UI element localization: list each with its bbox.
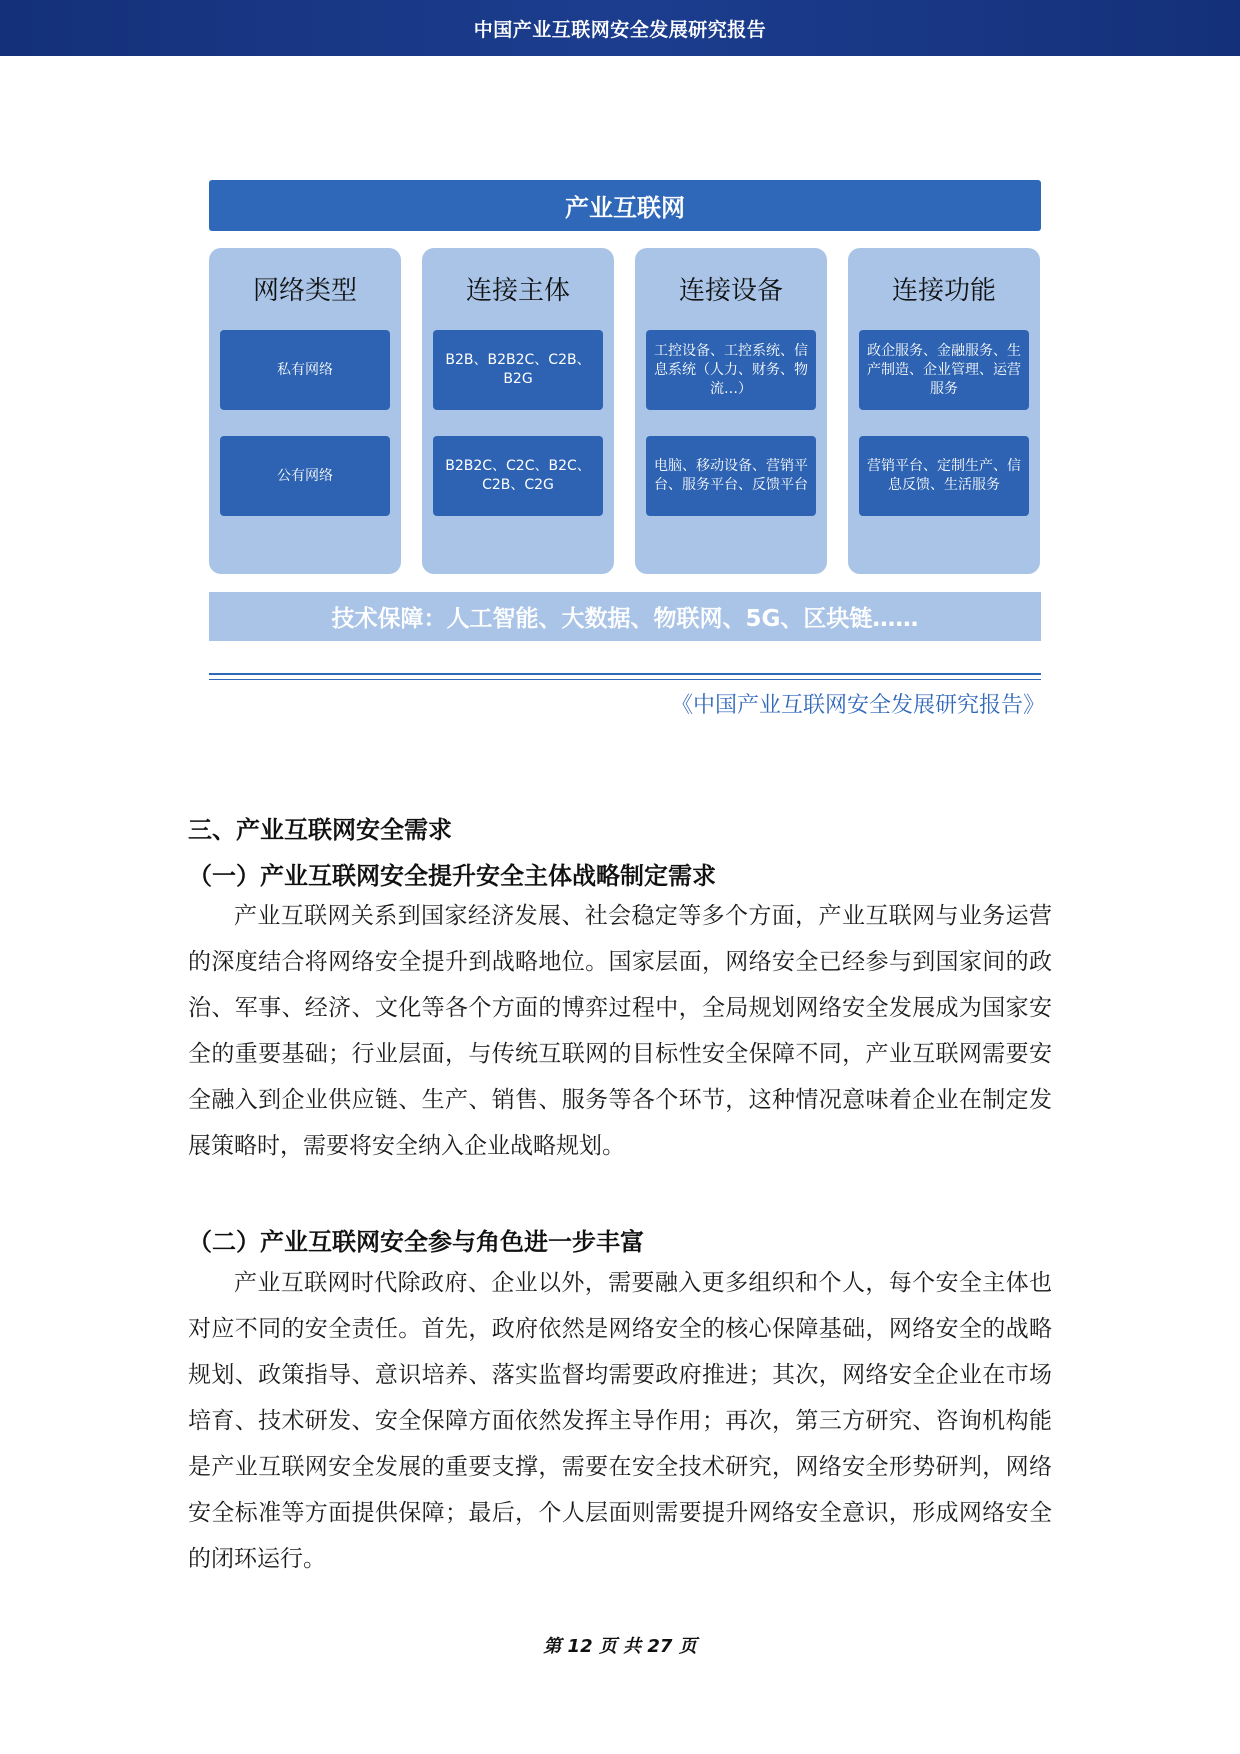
diagram-column-connection-device	[635, 248, 827, 574]
industry-internet-diagram	[209, 180, 1041, 642]
document-header-title: 中国产业互联网安全发展研究报告	[473, 18, 767, 41]
diagram-item-box: 电脑、移动设备、营销平台、服务平台、反馈平台	[646, 436, 816, 516]
diagram-item-box: 工控设备、工控系统、信息系统（人力、财务、物流…）	[646, 330, 816, 410]
body-paragraph-2: 产业互联网时代除政府、企业以外，需要融入更多组织和个人，每个安全主体也对应不同的安全责任。首先，政府依然是网络安全的核心保障基础，网络安全的战略规划、政策指导、意识培养、落实监督均需要政府推进；其次，网络安全企业在市场培育、技术研发、安全保障方面依然发挥主导作用；再次，第三方研究、咨询机构能是产业互联网安全发展的重要支撑，需要在安全技术研究，网络安全形势研判，网络安全标准等方面提供保障；最后，个人层面则需要提升网络安全意识，形成网络安全的闭环运行。	[188, 1270, 1052, 1572]
column-heading: 网络类型	[252, 276, 357, 306]
diagram-item-box: B2B、B2B2C、C2B、B2G	[433, 330, 603, 410]
column-heading: 连接设备	[678, 276, 783, 306]
diagram-title: 产业互联网	[209, 180, 1041, 231]
caption-divider-thin	[209, 679, 1041, 680]
column-heading: 连接功能	[891, 276, 996, 306]
diagram-item-box: 政企服务、金融服务、生产制造、企业管理、运营服务	[859, 330, 1029, 410]
subsection-heading-2: （二）产业互联网安全参与角色进一步丰富	[188, 1228, 644, 1256]
column-heading: 连接主体	[465, 276, 570, 306]
diagram-item-box: B2B2C、C2C、B2C、C2B、C2G	[433, 436, 603, 516]
caption-divider	[209, 673, 1041, 675]
diagram-column-connection-function	[848, 248, 1040, 574]
document-header-bar	[0, 0, 1240, 56]
figure-source-caption: 《中国产业互联网安全发展研究报告》	[670, 693, 1045, 718]
diagram-column-connection-subject	[422, 248, 614, 574]
body-paragraph-1: 产业互联网关系到国家经济发展、社会稳定等多个方面，产业互联网与业务运营的深度结合将网络安全提升到战略地位。国家层面，网络安全已经参与到国家间的政治、军事、经济、文化等各个方面的博弈过程中，全局规划网络安全发展成为国家安全的重要基础；行业层面，与传统互联网的目标性安全保障不同，产业互联网需要安全融入到企业供应链、生产、销售、服务等各个环节，这种情况意味着企业在制定发展策略时，需要将安全纳入企业战略规划。	[188, 903, 1052, 1159]
diagram-tech-support-bar: 技术保障：人工智能、大数据、物联网、5G、区块链……	[209, 592, 1041, 641]
diagram-item-box: 公有网络	[220, 436, 390, 516]
section-heading: 三、产业互联网安全需求	[188, 816, 452, 844]
subsection-heading-1: （一）产业互联网安全提升安全主体战略制定需求	[188, 862, 716, 890]
diagram-item-box: 私有网络	[220, 330, 390, 410]
diagram-item-box: 营销平台、定制生产、信息反馈、生活服务	[859, 436, 1029, 516]
diagram-column-network-type	[209, 248, 401, 574]
page-number: 第 12 页 共 27 页	[543, 1636, 697, 1657]
